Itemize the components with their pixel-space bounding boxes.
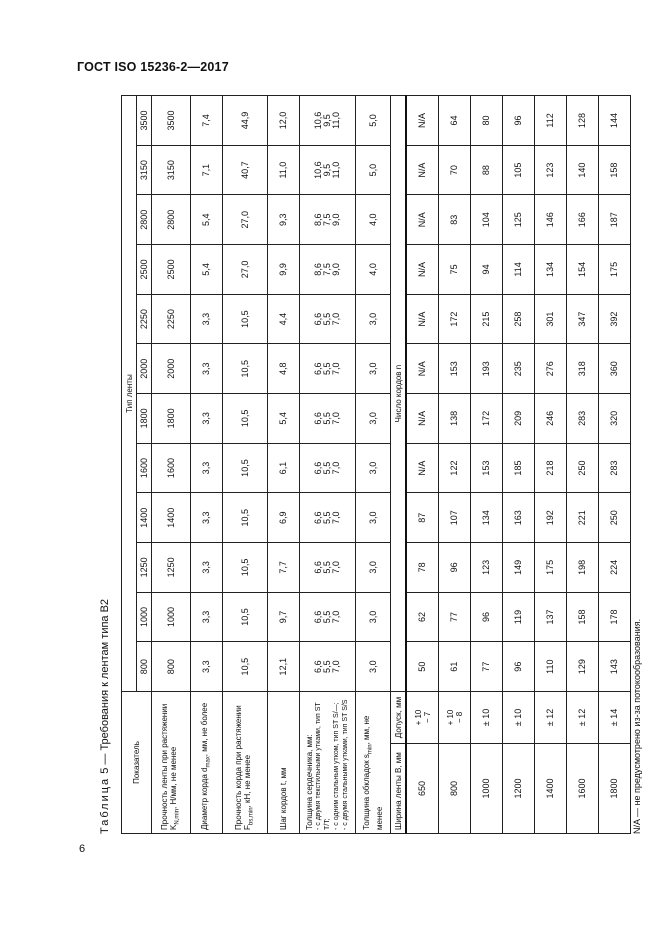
belt-type: 3150 xyxy=(137,145,152,195)
cord-count-value: 172 xyxy=(471,394,503,444)
tolerance-lower: − 8 xyxy=(454,711,464,724)
property-value: 27,0 xyxy=(223,245,268,295)
core-value-line: 5,5 xyxy=(322,362,332,375)
cover-value: 3,0 xyxy=(356,543,391,593)
cord-count-value: 144 xyxy=(599,96,631,146)
core-value-line: 5,5 xyxy=(322,660,332,673)
cord-count-value: N/A xyxy=(406,294,439,344)
core-value-line: 7,5 xyxy=(322,213,332,227)
cord-count-value: 78 xyxy=(406,543,439,593)
cord-count-value: 320 xyxy=(599,394,631,444)
cord-count-value: 122 xyxy=(439,443,471,493)
indicator-header: Показатель xyxy=(122,692,152,834)
belt-width: 1800 xyxy=(599,744,631,834)
core-value xyxy=(300,96,356,146)
core-value-line: 6,6 xyxy=(313,660,323,673)
cord-count-value: 218 xyxy=(535,443,567,493)
cord-count-value: 175 xyxy=(535,543,567,593)
core-value-line: 9,0 xyxy=(331,263,341,276)
cord-count-value: 143 xyxy=(599,642,631,692)
cord-count-value: 134 xyxy=(471,493,503,543)
property-value: 3,3 xyxy=(191,394,223,444)
cover-value: 3,0 xyxy=(356,344,391,394)
cord-count-value: 134 xyxy=(535,245,567,295)
belt-type: 3500 xyxy=(137,96,152,146)
rotated-table-block xyxy=(99,94,654,834)
cord-count-value: 77 xyxy=(439,592,471,642)
core-value-line: 5,5 xyxy=(322,312,332,326)
cord-count-value: 158 xyxy=(567,592,599,642)
property-value: 5,4 xyxy=(191,245,223,295)
standard-header: ГОСТ ISO 15236-2—2017 xyxy=(77,60,229,74)
cord-count-value: 192 xyxy=(535,493,567,543)
core-value-line: 6,6 xyxy=(313,312,323,326)
cord-count-value: 50 xyxy=(406,642,439,692)
core-value-line: 6,6 xyxy=(313,461,323,475)
cord-count-value: N/A xyxy=(406,394,439,444)
property-label: Диаметр корда $d_{max}$, мм, не более xyxy=(191,692,223,834)
belt-type-header: Тип ленты xyxy=(122,96,137,692)
table-row xyxy=(599,96,631,834)
cord-count-value: N/A xyxy=(406,145,439,195)
cord-count-value: 83 xyxy=(439,195,471,245)
core-value xyxy=(300,294,356,344)
cord-count-value: 187 xyxy=(599,195,631,245)
belt-width: 1600 xyxy=(567,744,599,834)
core-thickness-label xyxy=(300,692,356,834)
cord-count-value: N/A xyxy=(406,195,439,245)
belt-type: 1400 xyxy=(137,493,152,543)
cord-count-value: 96 xyxy=(439,543,471,593)
property-value: 3,3 xyxy=(191,294,223,344)
belt-width: 1400 xyxy=(535,744,567,834)
cord-count-value: 105 xyxy=(503,145,535,195)
cord-count-value: 140 xyxy=(567,145,599,195)
cord-count-value: 163 xyxy=(503,493,535,543)
caption-text: — Требования к лентам типа В2 xyxy=(99,598,111,765)
page-number: 6 xyxy=(79,843,86,855)
cord-count-value: 283 xyxy=(599,443,631,493)
cord-count-value: 138 xyxy=(439,394,471,444)
core-value-line: 6,6 xyxy=(313,610,323,624)
cover-value: 3,0 xyxy=(356,642,391,692)
cord-count-value: 198 xyxy=(567,543,599,593)
core-value-line: 8,6 xyxy=(313,263,323,276)
cord-count-value: N/A xyxy=(406,245,439,295)
core-value-line: 5,5 xyxy=(322,610,332,624)
property-row xyxy=(191,96,223,834)
width-label: Ширина ленты B, мм xyxy=(391,744,407,834)
core-value-line: 7,0 xyxy=(331,511,341,524)
cord-count-value: 123 xyxy=(471,543,503,593)
cord-count-value: 258 xyxy=(503,294,535,344)
property-value: 1000 xyxy=(152,592,191,642)
cord-count-value: 250 xyxy=(599,493,631,543)
cord-count-value: 175 xyxy=(599,245,631,295)
cord-count-header: Число кордов n xyxy=(391,96,407,692)
cord-count-value: 250 xyxy=(567,443,599,493)
cord-count-value: 221 xyxy=(567,493,599,543)
property-value: 1250 xyxy=(152,543,191,593)
property-value: 1600 xyxy=(152,443,191,493)
cord-count-value: 80 xyxy=(471,96,503,146)
requirements-table xyxy=(121,95,631,834)
cord-count-value: 283 xyxy=(567,394,599,444)
cord-count-value: 172 xyxy=(439,294,471,344)
property-value: 800 xyxy=(152,642,191,692)
cord-count-value: 301 xyxy=(535,294,567,344)
tolerance: ± 10 xyxy=(471,692,503,744)
property-value: 44,9 xyxy=(223,96,268,146)
tolerance xyxy=(406,692,439,744)
belt-type: 2000 xyxy=(137,344,152,394)
cord-count-value: 129 xyxy=(567,642,599,692)
property-value: 40,7 xyxy=(223,145,268,195)
core-line: - с одним стальным утком, тип ST S/—; xyxy=(333,702,340,830)
property-value: 2250 xyxy=(152,294,191,344)
cord-count-value: 112 xyxy=(535,96,567,146)
property-value: 3,3 xyxy=(191,344,223,394)
cord-count-value: 110 xyxy=(535,642,567,692)
property-value: 3,3 xyxy=(191,543,223,593)
core-value-line: 9,5 xyxy=(322,114,332,127)
property-value: 12,0 xyxy=(268,96,300,146)
tolerance: ± 12 xyxy=(567,692,599,744)
tolerance: ± 10 xyxy=(503,692,535,744)
property-value: 3,3 xyxy=(191,642,223,692)
property-value: 7,4 xyxy=(191,96,223,146)
property-value: 10,5 xyxy=(223,344,268,394)
cover-value: 4,0 xyxy=(356,245,391,295)
cord-count-value: 276 xyxy=(535,344,567,394)
tolerance-lower: − 7 xyxy=(422,711,432,724)
core-value xyxy=(300,642,356,692)
cover-thickness-label: Толщина обкладок $s_{min}$, мм, не менее xyxy=(356,692,391,834)
cord-count-value: 154 xyxy=(567,245,599,295)
core-value-line: 6,6 xyxy=(313,412,323,425)
core-thickness-row xyxy=(300,96,356,834)
property-value: 9,7 xyxy=(268,592,300,642)
cord-count-value: 137 xyxy=(535,592,567,642)
core-value xyxy=(300,543,356,593)
cord-count-value: N/A xyxy=(406,344,439,394)
belt-width: 650 xyxy=(406,744,439,834)
core-value-line: 9,0 xyxy=(331,213,341,227)
cord-count-value: 215 xyxy=(471,294,503,344)
cord-count-value: 96 xyxy=(471,592,503,642)
property-value: 2500 xyxy=(152,245,191,295)
property-row xyxy=(223,96,268,834)
property-value: 12,1 xyxy=(268,642,300,692)
cover-value: 3,0 xyxy=(356,493,391,543)
belt-type: 2250 xyxy=(137,294,152,344)
core-value-line: 5,5 xyxy=(322,412,332,425)
cord-count-value: N/A xyxy=(406,443,439,493)
cord-count-value: 61 xyxy=(439,642,471,692)
core-value-line: 5,5 xyxy=(322,461,332,475)
property-value: 2800 xyxy=(152,195,191,245)
cover-value: 3,0 xyxy=(356,394,391,444)
cord-count-value: 107 xyxy=(439,493,471,543)
property-value: 5,4 xyxy=(268,394,300,444)
cord-count-value: 77 xyxy=(471,642,503,692)
cover-value: 3,0 xyxy=(356,443,391,493)
core-value-line: 5,5 xyxy=(322,511,332,524)
cord-count-value: 114 xyxy=(503,245,535,295)
core-value-line: 10,6 xyxy=(313,161,323,179)
core-line: - с двумя стальными утками, тип ST S/S xyxy=(342,699,349,830)
core-value-line: 7,0 xyxy=(331,461,341,475)
belt-width: 1200 xyxy=(503,744,535,834)
property-row xyxy=(152,96,191,834)
cover-value: 5,0 xyxy=(356,145,391,195)
cord-count-value: 235 xyxy=(503,344,535,394)
table-row xyxy=(406,96,439,834)
property-value: 3500 xyxy=(152,96,191,146)
property-value: 10,5 xyxy=(223,294,268,344)
tolerance-label: Допуск, мм xyxy=(391,692,407,744)
property-value: 10,5 xyxy=(223,543,268,593)
belt-width: 1000 xyxy=(471,744,503,834)
cover-thickness-row xyxy=(356,96,391,834)
core-value xyxy=(300,592,356,642)
property-value: 6,9 xyxy=(268,493,300,543)
tolerance-upper: + 10 xyxy=(413,709,423,726)
property-value: 7,1 xyxy=(191,145,223,195)
cord-count-value: 360 xyxy=(599,344,631,394)
core-value xyxy=(300,245,356,295)
belt-type: 2500 xyxy=(137,245,152,295)
property-value: 27,0 xyxy=(223,195,268,245)
cord-count-value: 128 xyxy=(567,96,599,146)
belt-type: 2800 xyxy=(137,195,152,245)
cord-count-value: 94 xyxy=(471,245,503,295)
belt-width: 800 xyxy=(439,744,471,834)
cord-count-value: 123 xyxy=(535,145,567,195)
core-value-line: 5,5 xyxy=(322,561,332,574)
property-value: 9,3 xyxy=(268,195,300,245)
property-row xyxy=(268,96,300,834)
cord-count-value: 347 xyxy=(567,294,599,344)
property-value: 10,5 xyxy=(223,443,268,493)
cord-count-value: 209 xyxy=(503,394,535,444)
tolerance xyxy=(439,692,471,744)
belt-type: 1000 xyxy=(137,592,152,642)
property-value: 1400 xyxy=(152,493,191,543)
property-label: Прочность ленты при растяжении $K_{N,min}$, Н/мм, не менее xyxy=(152,692,191,834)
property-value: 9,9 xyxy=(268,245,300,295)
cord-count-value: 318 xyxy=(567,344,599,394)
cord-count-value: 158 xyxy=(599,145,631,195)
property-value: 4,4 xyxy=(268,294,300,344)
core-value-line: 7,0 xyxy=(331,660,341,673)
core-line: - с двумя текстильными утками, тип ST T/T; xyxy=(315,702,331,830)
belt-type: 1800 xyxy=(137,394,152,444)
cord-count-value: 392 xyxy=(599,294,631,344)
cord-count-value: 87 xyxy=(406,493,439,543)
tolerance: ± 12 xyxy=(535,692,567,744)
property-value: 7,7 xyxy=(268,543,300,593)
core-value xyxy=(300,145,356,195)
table-row xyxy=(535,96,567,834)
property-value: 3150 xyxy=(152,145,191,195)
cord-count-value: 246 xyxy=(535,394,567,444)
core-value-line: 7,0 xyxy=(331,362,341,375)
core-value-line: 9,5 xyxy=(322,163,332,177)
cover-value: 4,0 xyxy=(356,195,391,245)
core-value xyxy=(300,344,356,394)
core-value-line: 11,0 xyxy=(331,161,341,179)
table-row xyxy=(503,96,535,834)
core-value-line: 7,0 xyxy=(331,312,341,326)
tolerance-upper: + 10 xyxy=(445,709,455,726)
property-value: 10,5 xyxy=(223,592,268,642)
table-row xyxy=(567,96,599,834)
cord-count-value: 119 xyxy=(503,592,535,642)
core-value-line: 11,0 xyxy=(331,112,341,129)
belt-type: 800 xyxy=(137,642,152,692)
cord-count-value: 178 xyxy=(599,592,631,642)
cover-value: 3,0 xyxy=(356,592,391,642)
table-footnote: N/A — не предусмотрено из-за потокообразования. xyxy=(632,618,642,834)
cord-count-value: 153 xyxy=(471,443,503,493)
property-value: 11,0 xyxy=(268,145,300,195)
table-caption xyxy=(99,599,111,834)
core-value-line: 7,0 xyxy=(331,412,341,425)
cord-count-value: 166 xyxy=(567,195,599,245)
core-value xyxy=(300,493,356,543)
core-value xyxy=(300,195,356,245)
table-row xyxy=(439,96,471,834)
property-value: 10,5 xyxy=(223,394,268,444)
core-value-line: 10,6 xyxy=(313,111,323,130)
belt-type: 1250 xyxy=(137,543,152,593)
cord-count-value: 224 xyxy=(599,543,631,593)
property-value: 5,4 xyxy=(191,195,223,245)
property-value: 10,5 xyxy=(223,493,268,543)
core-value-line: 8,6 xyxy=(313,213,323,227)
cord-count-value: 193 xyxy=(471,344,503,394)
cord-count-value: 96 xyxy=(503,96,535,146)
table-row xyxy=(471,96,503,834)
property-value: 6,1 xyxy=(268,443,300,493)
caption-prefix: Таблица xyxy=(99,776,111,834)
belt-type: 1600 xyxy=(137,443,152,493)
cover-value: 3,0 xyxy=(356,294,391,344)
core-value-line: 7,5 xyxy=(322,263,332,276)
core-title: Толщина сердечника, мм: xyxy=(305,734,314,830)
property-value: 4,8 xyxy=(268,344,300,394)
core-value-line: 6,6 xyxy=(313,511,323,524)
cord-count-value: 88 xyxy=(471,145,503,195)
property-value: 2000 xyxy=(152,344,191,394)
caption-number: 5 xyxy=(99,767,111,774)
cord-count-value: 96 xyxy=(503,642,535,692)
cord-count-value: 104 xyxy=(471,195,503,245)
property-value: 3,3 xyxy=(191,493,223,543)
cord-count-header-row xyxy=(391,96,407,834)
cord-count-value: 149 xyxy=(503,543,535,593)
header-row xyxy=(122,96,137,834)
core-value-line: 7,0 xyxy=(331,561,341,574)
cord-count-value: 125 xyxy=(503,195,535,245)
cord-count-value: N/A xyxy=(406,96,439,146)
property-label: Шаг кордов t, мм xyxy=(268,692,300,834)
core-value-line: 6,6 xyxy=(313,561,323,574)
tolerance: ± 14 xyxy=(599,692,631,744)
core-value-line: 7,0 xyxy=(331,610,341,624)
cord-count-value: 70 xyxy=(439,145,471,195)
core-value xyxy=(300,443,356,493)
property-value: 10,5 xyxy=(223,642,268,692)
property-value: 3,3 xyxy=(191,592,223,642)
cord-count-value: 185 xyxy=(503,443,535,493)
core-value xyxy=(300,394,356,444)
cord-count-value: 75 xyxy=(439,245,471,295)
cover-value: 5,0 xyxy=(356,96,391,146)
core-value-line: 6,6 xyxy=(313,362,323,375)
property-value: 3,3 xyxy=(191,443,223,493)
cord-count-value: 146 xyxy=(535,195,567,245)
property-value: 1800 xyxy=(152,394,191,444)
cord-count-value: 64 xyxy=(439,96,471,146)
cord-count-value: 62 xyxy=(406,592,439,642)
cord-count-value: 153 xyxy=(439,344,471,394)
property-label: Прочность корда при растяжении $F_{bs,min}$, кН, не менее xyxy=(223,692,268,834)
